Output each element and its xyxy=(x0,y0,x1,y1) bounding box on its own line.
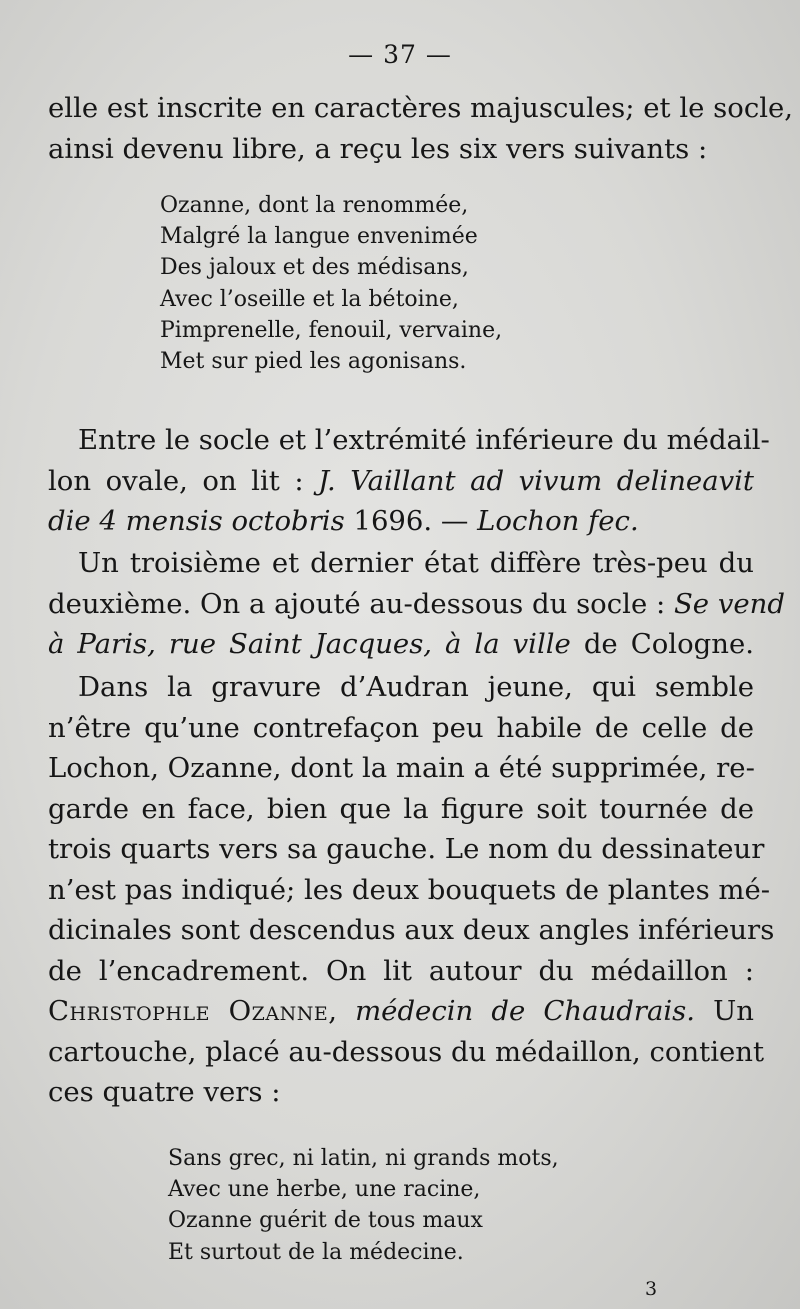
text-span: Un xyxy=(695,995,755,1027)
signature-mark: 3 xyxy=(645,1278,658,1300)
page-number: — 37 — xyxy=(348,40,452,69)
text-line: Entre le socle et l’extrémité inférieure du médail- xyxy=(78,424,770,456)
text-line: garde en face, bien que la figure soit tournée de xyxy=(48,792,754,825)
paragraph-3 xyxy=(48,667,775,1113)
text-line xyxy=(48,461,754,502)
verse-line: Pimprenelle, fenouil, vervaine, xyxy=(160,317,503,343)
text-line: ces quatre vers : xyxy=(48,1076,281,1108)
text-line: elle est inscrite en caractères majuscules; et le socle, xyxy=(48,92,794,124)
verse-line: Malgré la langue envenimée xyxy=(160,224,478,250)
text-line: dicinales sont descendus aux deux angles inférieurs xyxy=(48,914,775,946)
italic-span: Se vend xyxy=(673,587,785,620)
verse-line: Avec une herbe, une racine, xyxy=(168,1177,481,1203)
text-line: de l’encadrement. On lit autour du médaillon : xyxy=(48,954,754,987)
text-line: ainsi devenu libre, a reçu les six vers suivants : xyxy=(48,132,708,165)
text-line xyxy=(48,624,754,665)
text-span: lon ovale, on lit : xyxy=(48,464,319,497)
verse-line: Et surtout de la médecine. xyxy=(168,1239,464,1265)
text-line xyxy=(48,501,754,542)
text-line: n’être qu’une contrefaçon peu habile de celle de xyxy=(48,711,754,744)
italic-span: à Paris, rue Saint Jacques, à la ville xyxy=(48,628,571,660)
intro-paragraph xyxy=(48,88,794,169)
verse-line: Des jaloux et des médisans, xyxy=(160,255,469,281)
verse-line: Avec l’oseille et la bétoine, xyxy=(160,286,459,312)
small-caps-span: Christophle Ozanne xyxy=(48,995,329,1027)
verse-line: Met sur pied les agonisans. xyxy=(160,349,467,375)
text-span: 1696. — xyxy=(344,505,478,537)
italic-span: die 4 mensis octobris xyxy=(48,505,345,537)
italic-span: Lochon fec. xyxy=(477,505,639,537)
text-line: Dans la gravure d’Audran jeune, qui semble xyxy=(78,671,754,703)
verse-line: Ozanne, dont la renommée, xyxy=(160,193,469,218)
verse-block-2 xyxy=(168,1143,559,1268)
paragraph-1 xyxy=(48,420,770,542)
text-line xyxy=(48,991,754,1032)
paragraph-2 xyxy=(48,543,785,665)
text-line: Lochon, Ozanne, dont la main a été supprimée, re- xyxy=(48,752,755,784)
text-span: deuxième. On a ajouté au-dessous du socle : xyxy=(48,587,674,620)
text-span: , xyxy=(328,995,356,1027)
text-line: Un troisième et dernier état diffère très-peu du xyxy=(78,547,754,579)
verse-line: Sans grec, ni latin, ni grands mots, xyxy=(168,1146,559,1171)
text-line: trois quarts vers sa gauche. Le nom du dessinateur xyxy=(48,833,765,865)
verse-line: Ozanne guérit de tous maux xyxy=(168,1208,483,1234)
text-line: n’est pas indiqué; les deux bouquets de plantes mé- xyxy=(48,873,771,906)
italic-span: médecin de Chaudrais. xyxy=(355,995,695,1027)
text-line xyxy=(48,584,785,625)
text-span: de Cologne. xyxy=(570,628,754,660)
text-line: cartouche, placé au-dessous du médaillon, contient xyxy=(48,1035,765,1068)
italic-span: J. Vaillant ad vivum delineavit xyxy=(318,464,754,497)
verse-block-1 xyxy=(160,190,502,377)
